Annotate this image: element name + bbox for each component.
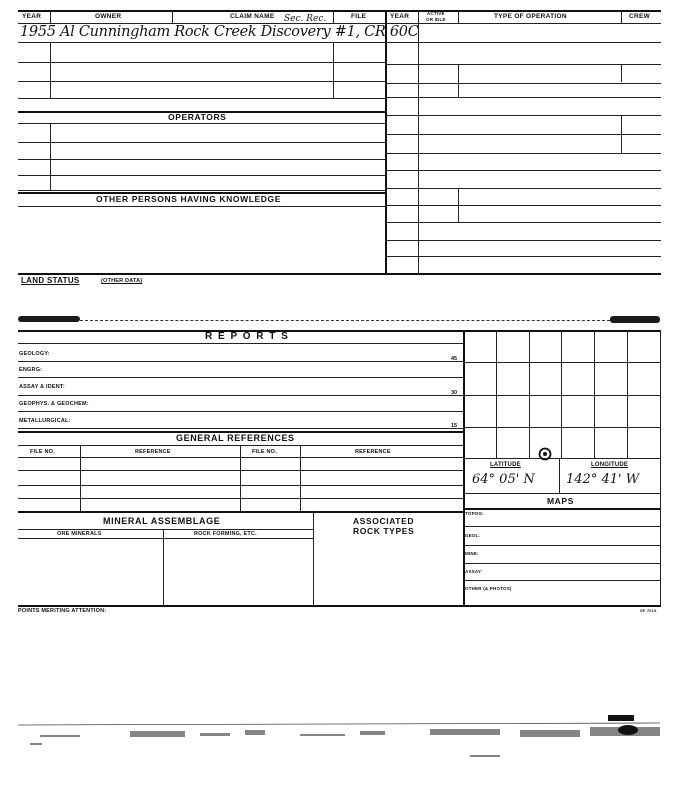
land-status-title: LAND STATUS bbox=[21, 276, 80, 285]
land-status-subtitle: (OTHER DATA) bbox=[101, 278, 143, 284]
points-meriting-attention: POINTS MERITING ATTENTION: bbox=[18, 608, 107, 614]
location-marker-icon bbox=[538, 447, 552, 461]
other-persons-title: OTHER PERSONS HAVING KNOWLEDGE bbox=[96, 194, 282, 204]
maps-topog: TOPOG: bbox=[465, 511, 484, 516]
header-claim-name: CLAIM NAME bbox=[230, 13, 275, 20]
ref-header-file-no-1: FILE NO. bbox=[30, 449, 55, 455]
latitude-value: 64° 05' N bbox=[472, 472, 535, 487]
maps-other: OTHER (& PHOTOS) bbox=[465, 586, 512, 591]
longitude-label: LONGITUDE bbox=[591, 462, 629, 468]
mineral-assemblage-title: MINERAL ASSEMBLAGE bbox=[103, 516, 221, 526]
header-type-of-operation: TYPE OF OPERATION bbox=[494, 13, 567, 20]
operators-title: OPERATORS bbox=[168, 112, 227, 122]
handwritten-entry: 1955 Al Cunningham Rock Creek Discovery #1, CR 60C bbox=[20, 24, 419, 40]
associated-rock-types-line2: ROCK TYPES bbox=[353, 526, 415, 536]
scale-30: 30 bbox=[451, 390, 458, 396]
ref-header-file-no-2: FILE NO. bbox=[252, 449, 277, 455]
header-crew: CREW bbox=[629, 13, 651, 20]
maps-assay: ASSAY: bbox=[465, 569, 483, 574]
scan-smudge-right bbox=[610, 316, 660, 323]
mineral-header-ore: ORE MINERALS bbox=[57, 531, 102, 537]
scale-45: 45 bbox=[451, 356, 458, 362]
reports-engrg: ENGRG: bbox=[19, 367, 43, 373]
reports-title: R E P O R T S bbox=[205, 331, 290, 342]
reports-geology: GEOLOGY: bbox=[19, 351, 50, 357]
mineral-header-rock-forming: ROCK FORMING, ETC. bbox=[194, 531, 257, 537]
maps-geol: GEOL: bbox=[465, 533, 481, 538]
header-file: FILE bbox=[351, 13, 367, 20]
general-references-title: GENERAL REFERENCES bbox=[176, 433, 295, 443]
header-year: YEAR bbox=[22, 13, 42, 20]
maps-title: MAPS bbox=[547, 496, 574, 506]
reports-metallurgical: METALLURGICAL: bbox=[19, 418, 71, 424]
maps-mine: MINE: bbox=[465, 551, 479, 556]
scan-noise-band bbox=[0, 715, 678, 775]
header-owner: OWNER bbox=[95, 13, 122, 20]
claim-name-annotation: Sec. Rec. bbox=[284, 14, 327, 24]
latitude-label: LATITUDE bbox=[490, 462, 521, 468]
reports-assay: ASSAY & IDENT: bbox=[19, 384, 65, 390]
associated-rock-types-line1: ASSOCIATED bbox=[353, 516, 415, 526]
header-or-idle: OR IDLE bbox=[426, 17, 446, 22]
header-year-2: YEAR bbox=[390, 13, 410, 20]
reports-geophys: GEOPHYS. & GEOCHEM: bbox=[19, 401, 89, 407]
scale-15: 15 bbox=[451, 423, 458, 429]
header-active: ACTIVE bbox=[427, 11, 445, 16]
longitude-value: 142° 41' W bbox=[566, 472, 640, 487]
ref-header-reference-2: REFERENCE bbox=[355, 449, 391, 455]
ref-header-reference-1: REFERENCE bbox=[135, 449, 171, 455]
form-number: SF 7015 bbox=[640, 608, 657, 613]
scan-smudge-left bbox=[18, 316, 80, 322]
